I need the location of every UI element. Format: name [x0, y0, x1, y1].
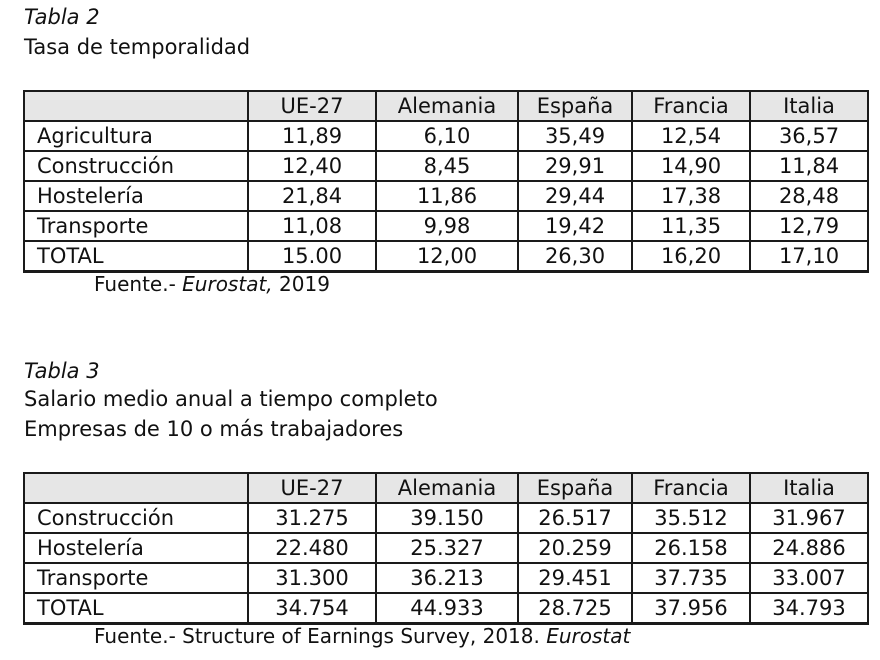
table-cell: 31.967 — [750, 503, 868, 533]
table-cell: 12,79 — [750, 211, 868, 241]
table-cell: 20.259 — [518, 533, 632, 563]
row-label: Hostelería — [24, 533, 248, 563]
table-cell: 31.300 — [248, 563, 376, 593]
table2-col-header: Italia — [750, 91, 868, 121]
table-cell: 26,30 — [518, 241, 632, 272]
table-row — [24, 563, 868, 593]
table-cell: 8,45 — [376, 151, 518, 181]
table-cell: 14,90 — [632, 151, 750, 181]
table-cell: 19,42 — [518, 211, 632, 241]
source-prefix: Fuente.- Structure of Earnings Survey, 2018. — [94, 624, 547, 648]
table-cell: 35.512 — [632, 503, 750, 533]
table-cell: 15.00 — [248, 241, 376, 272]
table-row-total — [24, 241, 868, 272]
table3-col-header: España — [518, 473, 632, 503]
table-cell: 31.275 — [248, 503, 376, 533]
table2-col-header: Alemania — [376, 91, 518, 121]
source-italic: Eurostat — [546, 624, 631, 648]
table-cell: 12,40 — [248, 151, 376, 181]
table-cell: 37.735 — [632, 563, 750, 593]
table3-col-header: Italia — [750, 473, 868, 503]
table-cell: 28,48 — [750, 181, 868, 211]
table3-col-header: Alemania — [376, 473, 518, 503]
table-cell: 34.793 — [750, 593, 868, 624]
table-row — [24, 211, 868, 241]
row-label: Transporte — [24, 563, 248, 593]
table3-source — [94, 624, 630, 648]
table-cell: 36,57 — [750, 121, 868, 151]
table-cell: 22.480 — [248, 533, 376, 563]
table3-header-row — [24, 473, 868, 503]
table-cell: 29,91 — [518, 151, 632, 181]
row-label: Construcción — [24, 151, 248, 181]
table-cell: 29,44 — [518, 181, 632, 211]
table-cell: 6,10 — [376, 121, 518, 151]
table-cell: 9,98 — [376, 211, 518, 241]
row-label: Hostelería — [24, 181, 248, 211]
table-cell: 21,84 — [248, 181, 376, 211]
table2-source — [94, 272, 330, 296]
table-cell: 12,54 — [632, 121, 750, 151]
table-row-total — [24, 593, 868, 624]
table3-title-line2: Empresas de 10 o más trabajadores — [24, 417, 404, 441]
table-cell: 28.725 — [518, 593, 632, 624]
row-label: Agricultura — [24, 121, 248, 151]
table-cell: 11,89 — [248, 121, 376, 151]
table-cell: 16,20 — [632, 241, 750, 272]
table3-header-corner — [24, 473, 248, 503]
row-label: TOTAL — [24, 593, 248, 624]
table-cell: 34.754 — [248, 593, 376, 624]
table2-col-header: Francia — [632, 91, 750, 121]
table-cell: 12,00 — [376, 241, 518, 272]
table2-col-header: España — [518, 91, 632, 121]
table2-title: Tasa de temporalidad — [24, 35, 251, 59]
table2-header-row — [24, 91, 868, 121]
table3-title-line1: Salario medio anual a tiempo completo — [24, 387, 438, 411]
table-cell: 17,10 — [750, 241, 868, 272]
table-cell: 44.933 — [376, 593, 518, 624]
table-cell: 35,49 — [518, 121, 632, 151]
table3-grid — [23, 472, 869, 625]
source-suffix: 2019 — [272, 272, 330, 296]
table-cell: 11,86 — [376, 181, 518, 211]
row-label: Construcción — [24, 503, 248, 533]
table-cell: 25.327 — [376, 533, 518, 563]
table-row — [24, 151, 868, 181]
table3-label: Tabla 3 — [24, 359, 100, 383]
table-cell: 11,35 — [632, 211, 750, 241]
table-row — [24, 503, 868, 533]
table2-label: Tabla 2 — [24, 5, 100, 29]
table-row — [24, 533, 868, 563]
row-label: Transporte — [24, 211, 248, 241]
row-label: TOTAL — [24, 241, 248, 272]
table-cell: 36.213 — [376, 563, 518, 593]
source-italic: Eurostat, — [182, 272, 273, 296]
table2-grid — [23, 90, 869, 273]
table-cell: 29.451 — [518, 563, 632, 593]
table-row — [24, 121, 868, 151]
table-cell: 24.886 — [750, 533, 868, 563]
table2-col-header: UE-27 — [248, 91, 376, 121]
table-cell: 11,08 — [248, 211, 376, 241]
table-row — [24, 181, 868, 211]
table-cell: 33.007 — [750, 563, 868, 593]
table2-header-corner — [24, 91, 248, 121]
table3-col-header: Francia — [632, 473, 750, 503]
table-cell: 17,38 — [632, 181, 750, 211]
table-cell: 37.956 — [632, 593, 750, 624]
table-cell: 39.150 — [376, 503, 518, 533]
table-cell: 26.517 — [518, 503, 632, 533]
source-prefix: Fuente.- — [94, 272, 183, 296]
table-cell: 11,84 — [750, 151, 868, 181]
table-cell: 26.158 — [632, 533, 750, 563]
table3-col-header: UE-27 — [248, 473, 376, 503]
